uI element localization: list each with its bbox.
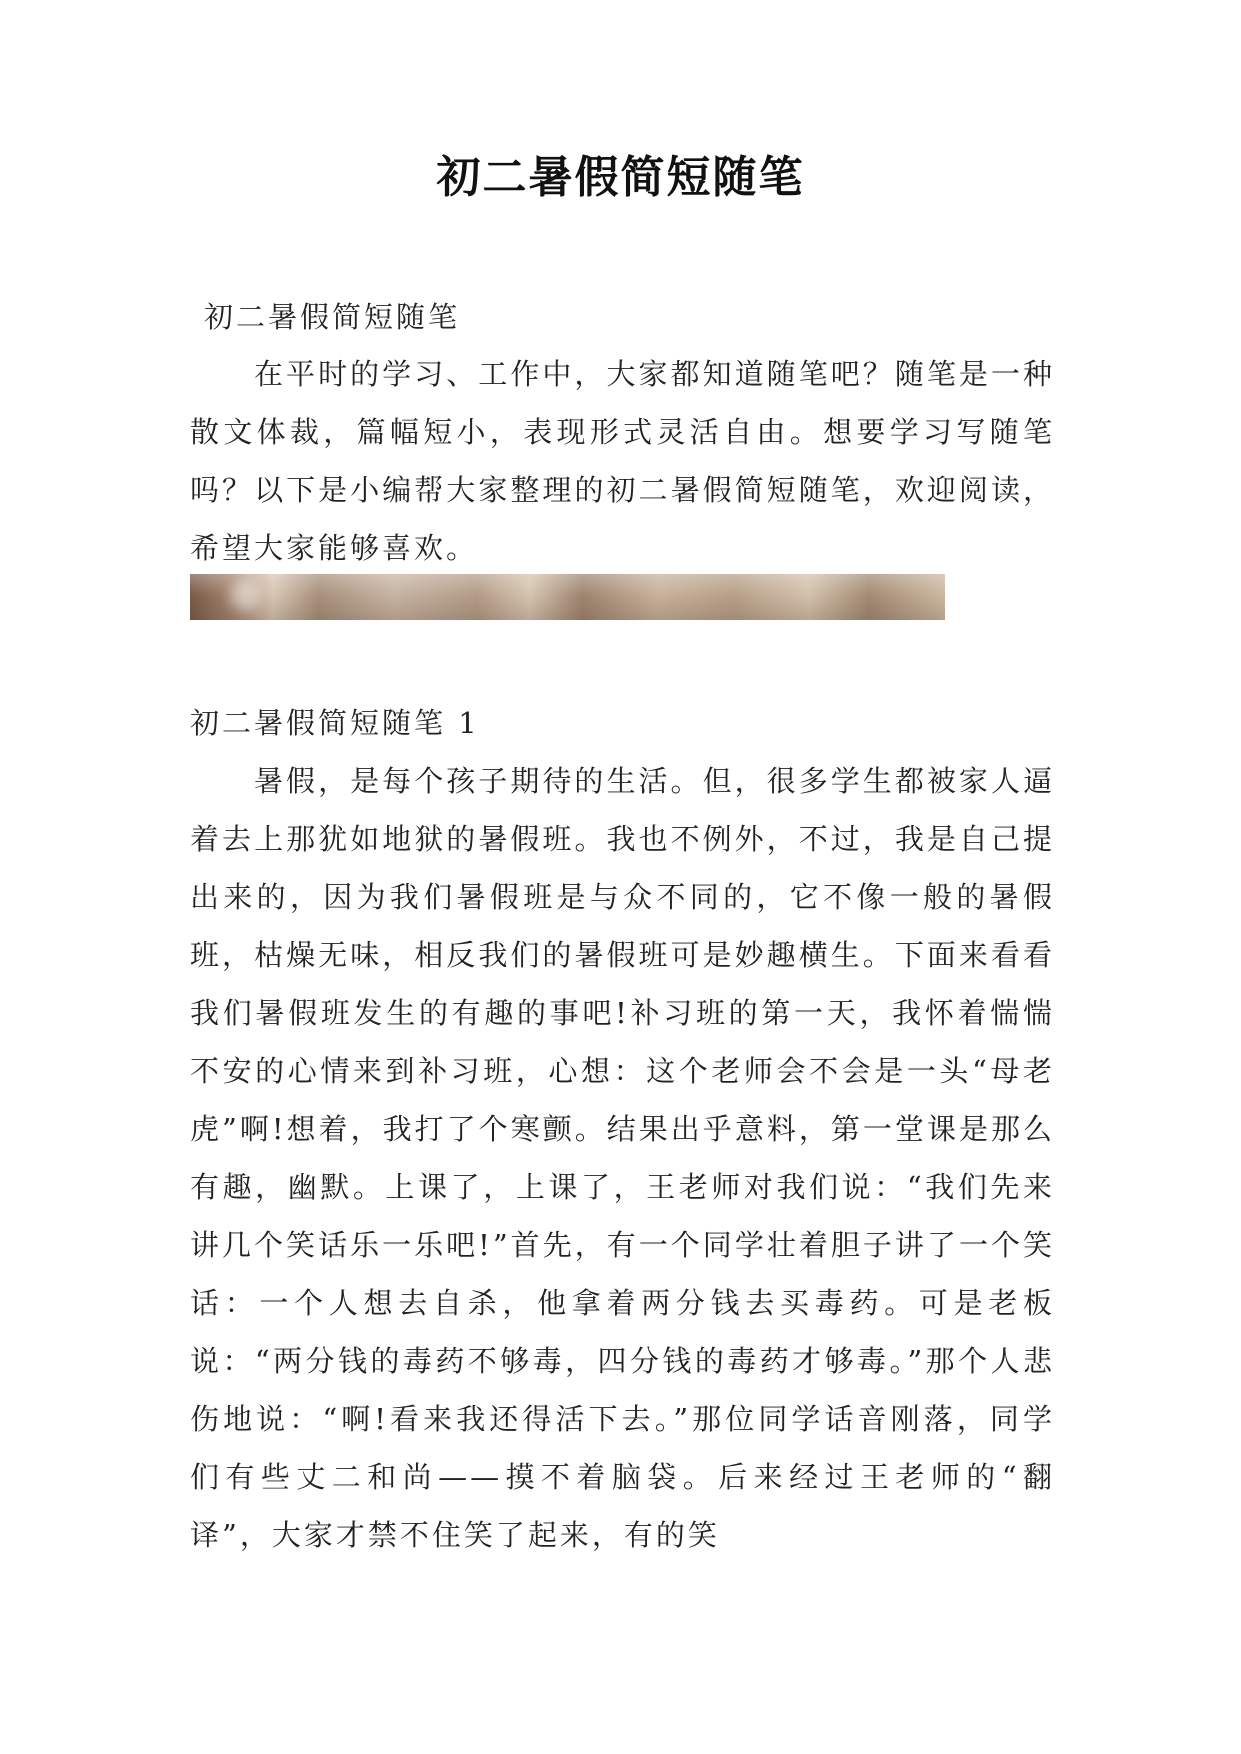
document-title: 初二暑假简短随笔 — [436, 152, 805, 203]
section-1-heading: 初二暑假简短随笔 1 — [190, 706, 480, 740]
section-1-body: 暑假，是每个孩子期待的生活。但，很多学生都被家人逼着去上那犹如地狱的暑假班。我也不例外，不过，我是自己提出来的，因为我们暑假班是与众不同的，它不像一般的暑假班，枯燥无味，相反我们的暑假班可是妙趣横生。下面来看看我们暑假班发生的有趣的事吧!补习班的第一天，我怀着惴惴不安的心情来到补习班，心想：这个老师会不会是一头“母老虎”啊!想着，我打了个寒颤。结果出乎意料，第一堂课是那么有趣，幽默。上课了，上课了，王老师对我们说：“我们先来讲几个笑话乐一乐吧!”首先，有一个同学壮着胆子讲了一个笑话：一个人想去自杀，他拿着两分钱去买毒药。可是老板说：“两分钱的毒药不够毒，四分钱的毒药才够毒。”那个人悲伤地说：“啊!看来我还得活下去。”那位同学话音刚落，同学们有些丈二和尚——摸不着脑袋。后来经过王老师的“翻译”，大家才禁不住笑了起来，有的笑 — [190, 764, 1055, 1552]
intro-paragraph: 在平时的学习、工作中，大家都知道随笔吧？随笔是一种散文体裁，篇幅短小，表现形式灵活自由。想要学习写随笔吗？以下是小编帮大家整理的初二暑假简短随笔，欢迎阅读，希望大家能够喜欢。 — [190, 357, 1055, 565]
article-image — [190, 574, 945, 620]
document-subtitle: 初二暑假简短随笔 — [204, 300, 461, 334]
